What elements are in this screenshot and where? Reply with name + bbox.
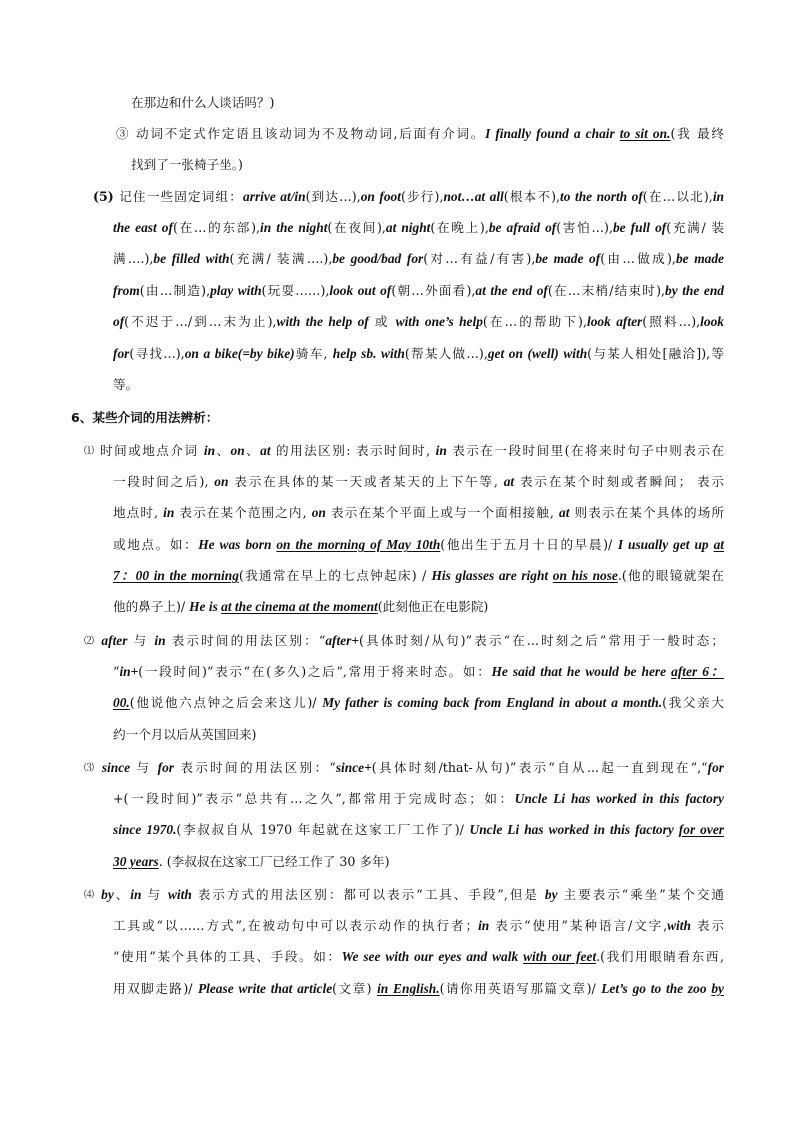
text-span: 工具或“以……方式”,在被动句中可以表示动作的执行者； [113, 918, 479, 933]
english-phrase: He was born [198, 537, 277, 552]
text-span: 表示方式的用法区别：都可以表示“工具、手段”,但是 [191, 887, 545, 902]
text-span: 表示在某个平面上或与一个面相接触, [325, 505, 560, 520]
english-phrase: the east of [113, 220, 173, 235]
english-phrase: since 1970. [113, 822, 177, 837]
text-span: (充满/ 装 [666, 220, 724, 235]
text-span: 用双脚走路)/ [113, 981, 198, 996]
text-line [113, 281, 724, 301]
english-phrase: by [544, 887, 558, 902]
text-span: (我 最终 [670, 126, 724, 141]
text-span: 与 [127, 633, 155, 648]
english-phrase: at [559, 505, 570, 520]
english-phrase: I finally found a chair [485, 126, 620, 141]
text-span: 地点时, [113, 505, 164, 520]
text-span: (在…以北), [642, 189, 713, 204]
text-line [93, 187, 724, 207]
english-phrase: 00. [113, 695, 130, 710]
text-span: (他说他六点钟之后会来这儿)/ [129, 695, 323, 710]
text-span: (此刻他正在电影院) [377, 599, 489, 614]
english-phrase: of [113, 314, 125, 329]
text-span: 表示在一段时间里(在将来时句子中则表示在 [446, 443, 724, 458]
text-span: (我父亲大 [662, 695, 724, 710]
text-span: (对…有益/有害), [423, 251, 536, 266]
english-phrase: be made [675, 251, 724, 266]
text-span: ⑷ [84, 890, 102, 901]
english-phrase: look [700, 314, 724, 329]
text-line [84, 758, 724, 779]
english-phrase: Uncle Li has worked in this factory [469, 822, 679, 837]
text-span: (与某人相处[融洽]),等 [587, 346, 724, 361]
english-phrase: in [478, 918, 490, 933]
text-span: 或地点。如： [113, 537, 199, 552]
english-phrase: by [711, 981, 724, 996]
text-span: (寻找…), [129, 346, 185, 361]
text-span: (他出生于五月十日的早晨)/ [440, 537, 618, 552]
text-span: (到达…), [305, 189, 361, 204]
text-span: 表示在具体的某一天或者某天的上下午等, [228, 474, 504, 489]
english-phrase: at night [385, 220, 431, 235]
text-line [84, 441, 724, 462]
english-phrase: be good/bad for [332, 251, 424, 266]
english-phrase: be made of [535, 251, 601, 266]
english-phrase: since+ [335, 760, 372, 775]
english-phrase: Uncle Li has worked in this factory [514, 791, 725, 806]
english-phrase: for [157, 760, 174, 775]
text-span: (李叔叔自从 1970 年起就在这家工厂工作了)/ [176, 822, 470, 837]
english-phrase: by the end [665, 283, 724, 298]
text-line [113, 535, 724, 555]
text-line [131, 155, 243, 175]
text-span: 则表示在某个具体的场所 [569, 505, 724, 520]
english-phrase: He is [189, 599, 222, 614]
text-span: 表示时间的用法区别：“ [174, 760, 336, 775]
english-phrase: Please write that article [197, 981, 333, 996]
text-span: ⑶ [84, 763, 102, 774]
english-phrase: in+ [119, 664, 139, 679]
text-span: 一段时间之后), [113, 474, 215, 489]
english-phrase: play with [210, 283, 262, 298]
english-phrase: after 6： [671, 664, 724, 679]
english-phrase: His glasses are right [431, 568, 553, 583]
text-span: “ [113, 664, 120, 679]
text-span: 找到了一张椅子坐。) [131, 157, 243, 172]
english-phrase: with our feet [523, 949, 597, 964]
english-phrase: with [167, 887, 192, 902]
text-line [113, 852, 390, 872]
english-phrase: on [230, 443, 245, 458]
english-phrase: with one’s help [395, 314, 483, 329]
text-line [116, 124, 724, 144]
text-span: 表示“使用”某种语言/文字, [489, 918, 668, 933]
text-line [113, 789, 724, 809]
english-phrase: in [130, 887, 142, 902]
text-line [84, 885, 724, 906]
text-line [113, 820, 724, 840]
english-phrase: be full of [612, 220, 667, 235]
english-phrase: in [163, 505, 175, 520]
text-line [113, 344, 724, 364]
english-phrase: for [113, 346, 130, 361]
text-line [113, 916, 724, 936]
text-span: (不迟于…/到…末为止), [124, 314, 277, 329]
text-span: 6、某些介词的用法辨析： [71, 410, 219, 425]
text-span: ③ 动词不定式作定语且该动词为不及物动词,后面有介词。 [116, 126, 486, 141]
text-span: .(我们用眼睛看东西, [596, 949, 725, 964]
text-span: 骑车, [294, 346, 333, 361]
text-span: (玩耍……), [261, 283, 330, 298]
text-span: (在…的帮助下), [482, 314, 587, 329]
text-line [71, 408, 218, 428]
english-phrase: in English. [377, 981, 440, 996]
text-span: 与 [130, 760, 158, 775]
text-span: (在夜间), [327, 220, 386, 235]
text-line [131, 93, 274, 113]
english-phrase: on a bike(=by bike) [184, 346, 295, 361]
english-phrase: on [214, 474, 229, 489]
text-span: 记住一些固定词组： [119, 189, 244, 204]
text-line [113, 947, 724, 967]
english-phrase: after [101, 633, 128, 648]
english-phrase: arrive at/in [243, 189, 306, 204]
text-span: 与 [141, 887, 168, 902]
english-phrase: at the cinema at the moment [221, 599, 378, 614]
text-span: (充满/ 装满….), [229, 251, 333, 266]
text-span: ⑵ [84, 636, 102, 647]
english-phrase: since [101, 760, 131, 775]
text-span: (由…做成), [600, 251, 676, 266]
english-phrase: on foot [360, 189, 401, 204]
text-line [113, 566, 724, 586]
english-phrase: on the morning of May 10th [276, 537, 441, 552]
text-span: (根本不), [503, 189, 561, 204]
text-span: . (李叔叔在这家工厂已经工作了 30 多年) [158, 854, 390, 869]
text-span: (我通常在早上的七点钟起床) / [238, 568, 432, 583]
english-phrase: after+ [325, 633, 359, 648]
english-phrase: be afraid of [488, 220, 557, 235]
text-span: (5) [93, 189, 120, 204]
english-phrase: be filled with [153, 251, 230, 266]
english-phrase: to sit on. [619, 126, 671, 141]
text-span: 表示时间的用法区别：“ [165, 633, 326, 648]
english-phrase: on his nose [552, 568, 618, 583]
text-span: ⑴ [84, 446, 101, 457]
english-phrase: 30 years [113, 854, 159, 869]
text-span: (一段时间)”表示“在(多久)之后”,常用于将来时态。如： [138, 664, 492, 679]
english-phrase: 7：00 in the morning [113, 568, 239, 583]
text-line [113, 472, 724, 492]
english-phrase: at [503, 474, 515, 489]
text-span: (帮某人做…), [404, 346, 488, 361]
text-span: (害怕…), [556, 220, 613, 235]
text-span: (请你用英语写那篇文章)/ [439, 981, 602, 996]
text-line [113, 725, 256, 745]
text-line [113, 662, 724, 682]
text-span: 或 [368, 314, 396, 329]
text-line [113, 693, 724, 713]
text-span: (文章) [332, 981, 378, 996]
text-span: 约一个月以后从英国回来) [113, 727, 257, 742]
text-span: (在…的东部), [172, 220, 260, 235]
text-span: 在那边和什么人谈话吗？) [131, 95, 275, 110]
english-phrase: get on (well) with [487, 346, 588, 361]
text-span: +(一段时间)”表示“总共有…之久”,都常用于完成时态；如： [113, 791, 515, 806]
text-span: 、 [244, 443, 261, 458]
text-span: 表示在某个范围之内, [174, 505, 312, 520]
text-line [113, 312, 724, 332]
english-phrase: at the end of [475, 283, 548, 298]
english-phrase: We see with our eyes and walk [341, 949, 524, 964]
text-span: 主要表示“乘坐”某个交通 [557, 887, 724, 902]
text-span: 、 [113, 887, 131, 902]
english-phrase: look after [586, 314, 643, 329]
english-phrase: for over [678, 822, 724, 837]
english-phrase: not…at all [443, 189, 504, 204]
english-phrase: My father is coming back from England in about a month. [322, 695, 663, 710]
english-phrase: in the night [260, 220, 328, 235]
text-span: 表示 [690, 918, 724, 933]
english-phrase: look out of [329, 283, 392, 298]
text-span: (在…末梢/结束时), [547, 283, 666, 298]
text-line [113, 503, 724, 523]
text-line [113, 218, 724, 238]
english-phrase: in [712, 189, 724, 204]
text-span: (具体时刻/that-从句)”表示“自从...起一直到现在”,“ [371, 760, 708, 775]
text-span: 他的鼻子上)/ [113, 599, 190, 614]
english-phrase: in [435, 443, 447, 458]
english-phrase: Let’s go to the zoo [601, 981, 712, 996]
text-span: (由…制造), [139, 283, 211, 298]
english-phrase: I usually get up [617, 537, 714, 552]
english-phrase: at [713, 537, 724, 552]
english-phrase: in [154, 633, 166, 648]
text-span: (在晚上), [430, 220, 489, 235]
english-phrase: with [667, 918, 691, 933]
text-span: (朝…外面看), [391, 283, 476, 298]
text-span: .(他的眼镜就架在 [617, 568, 725, 583]
english-phrase: with the help of [276, 314, 369, 329]
text-line [84, 631, 724, 652]
english-phrase: at [260, 443, 271, 458]
text-span: 等。 [113, 377, 139, 392]
text-span: (步行), [400, 189, 444, 204]
text-span: (具体时刻/从句)”表示“在...时刻之后”常用于一般时态； [358, 633, 724, 648]
text-span: 满….), [113, 251, 154, 266]
english-phrase: for [707, 760, 724, 775]
text-line [113, 979, 724, 999]
english-phrase: help sb. with [332, 346, 405, 361]
english-phrase: in [203, 443, 216, 458]
english-phrase: to the north of [560, 189, 643, 204]
text-span: 时间或地点介词 [100, 443, 204, 458]
english-phrase: on [311, 505, 326, 520]
english-phrase: from [113, 283, 140, 298]
text-span: “使用”某个具体的工具、手段。如： [113, 949, 342, 964]
text-span: 、 [215, 443, 231, 458]
text-line [113, 375, 138, 395]
english-phrase: by [101, 887, 114, 902]
text-span: 的用法区别: 表示时间时, [270, 443, 436, 458]
english-phrase: He said that he would be here [491, 664, 672, 679]
text-span: 表示在某个时刻或者瞬间； 表示 [514, 474, 725, 489]
text-span: (照料…), [642, 314, 701, 329]
text-line [113, 249, 724, 269]
text-line [113, 597, 488, 617]
